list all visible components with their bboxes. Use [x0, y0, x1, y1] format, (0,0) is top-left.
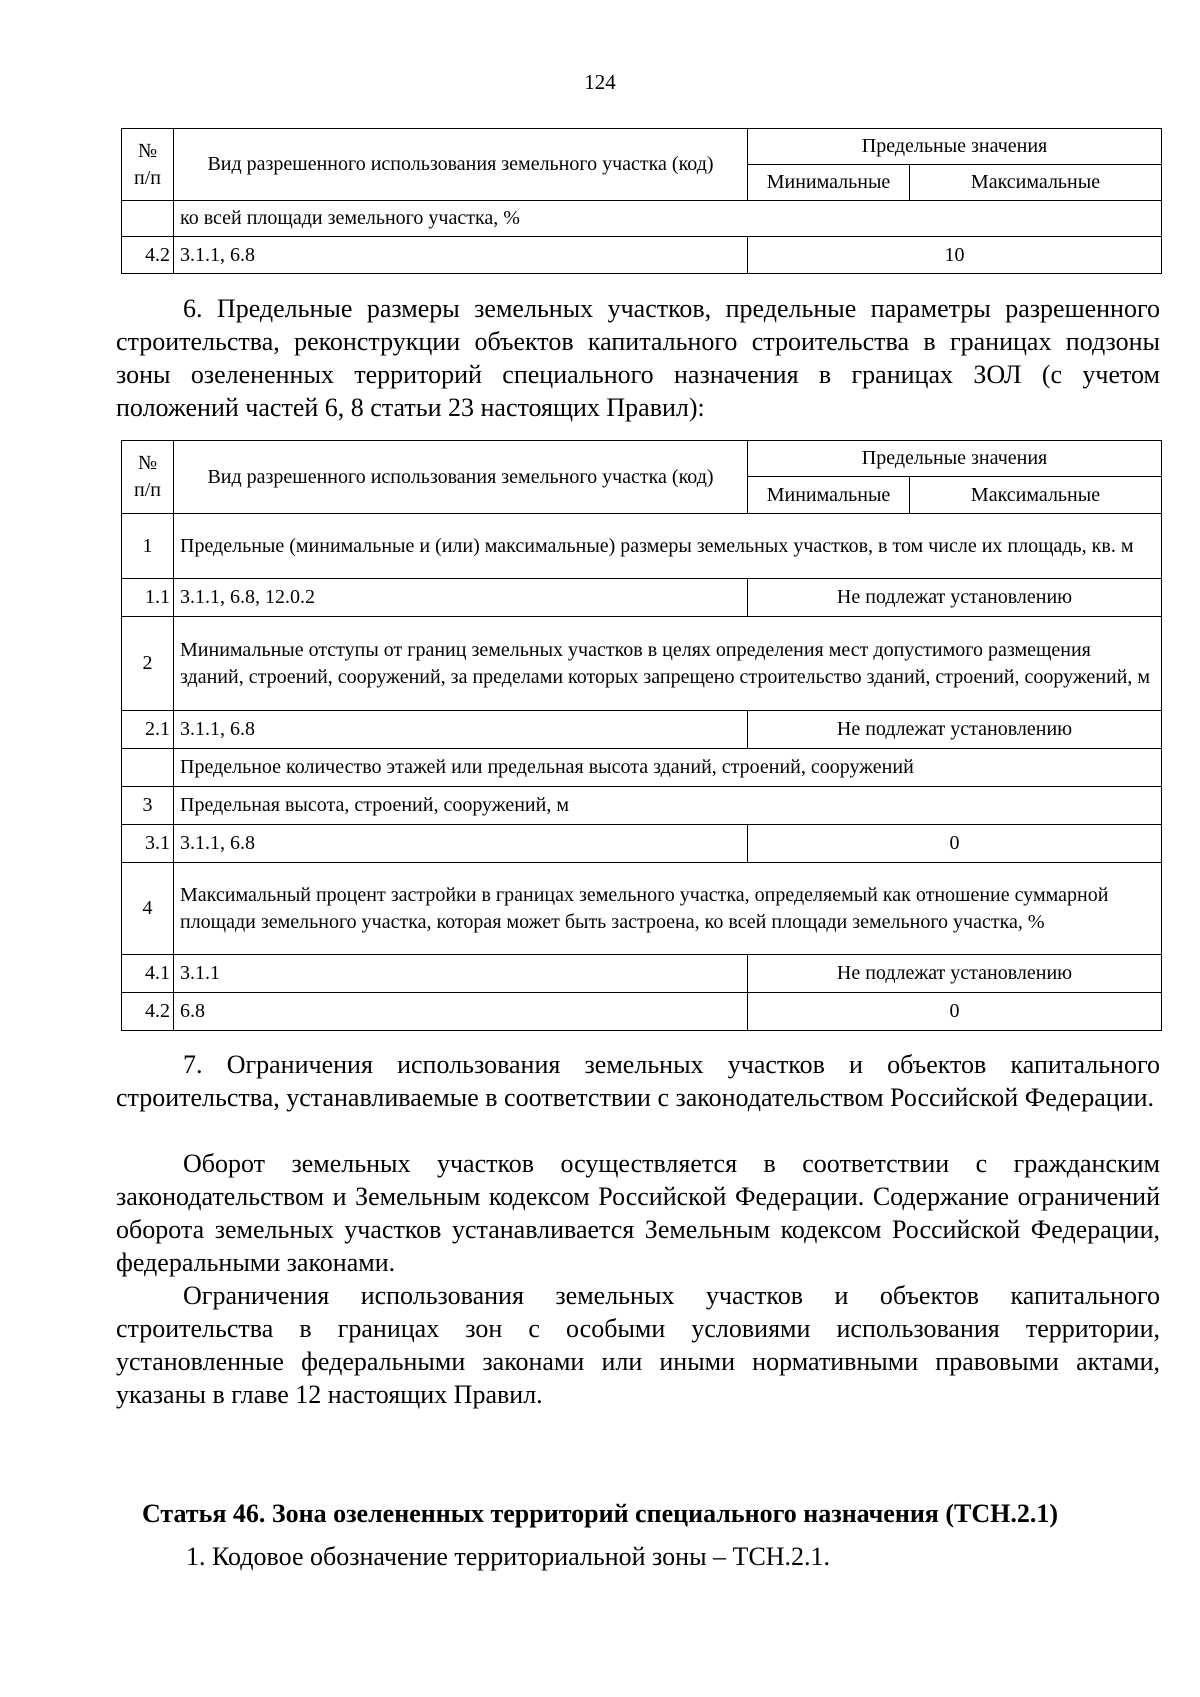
row-num: 4.2: [122, 993, 174, 1031]
header-max: Максимальные: [910, 477, 1162, 514]
row-value: 10: [748, 237, 1162, 274]
row-value: Не подлежат установлению: [748, 579, 1162, 617]
limits-table-continued: [121, 128, 1162, 274]
row-text: 3.1.1, 6.8: [174, 825, 748, 863]
row-value: Не подлежат установлению: [748, 955, 1162, 993]
article-title: Статья 46. Зона озелененных территорий специального назначения (ТСН.2.1): [141, 1499, 1059, 1528]
section-6-text: 6. Предельные размеры земельных участков, предельные параметры разрешенного строительства, реконструкции объектов капитального строительства в границах подзоны зоны озелененных территорий специального назначения в границах ЗОЛ (с учетом положений частей 6, 8 статьи 23 настоящих Правил):: [116, 294, 1160, 422]
page-number: 124: [584, 70, 616, 94]
section-7-heading: 7. Ограничения использования земельных участков и объектов капитального строительства, устанавливаемые в соответствии с законодательством Российской Федерации.: [116, 1050, 1160, 1112]
row-text: Предельные (минимальные и (или) максимальные) размеры земельных участков, в том числе их площадь, кв. м: [174, 514, 1162, 579]
table-row: [122, 863, 1162, 955]
table-row: [122, 237, 1162, 274]
table-row: [122, 825, 1162, 863]
row-text: 6.8: [174, 993, 748, 1031]
row-num: 4: [122, 863, 174, 955]
row-text: Максимальный процент застройки в границах земельного участка, определяемый как отношение суммарной площади земельного участка, которая может быть застроена, ко всей площади земельного участка, %: [174, 863, 1162, 955]
table-row: [122, 787, 1162, 825]
header-kind: Вид разрешенного использования земельного участка (код): [174, 441, 748, 514]
table-row: [122, 711, 1162, 749]
row-num: 4.2: [122, 237, 174, 274]
header-limits: Предельные значения: [748, 441, 1162, 477]
section-7-paragraph-3: Ограничения использования земельных участков и объектов капитального строительства в границах зон с особыми условиями использования территории, установленные федеральными законами или иными нормативными правовыми актами, указаны в главе 12 настоящих Правил.: [116, 1281, 1160, 1409]
row-text: Предельная высота, строений, сооружений, м: [174, 787, 1162, 825]
row-value: 0: [748, 825, 1162, 863]
row-text: Минимальные отступы от границ земельных участков в целях определения мест допустимого размещения зданий, строений, сооружений, за пределами которых запрещено строительство зданий, строений, сооружений, м: [174, 617, 1162, 711]
table-row: [122, 514, 1162, 579]
header-max: Максимальные: [910, 165, 1162, 201]
row-num: 2.1: [122, 711, 174, 749]
limits-table: [121, 440, 1162, 1031]
row-num: 3.1: [122, 825, 174, 863]
row-text: 3.1.1, 6.8: [174, 711, 748, 749]
row-text: 3.1.1, 6.8, 12.0.2: [174, 579, 748, 617]
row-num: [122, 201, 174, 237]
row-num: 1.1: [122, 579, 174, 617]
header-num: № п/п: [122, 441, 174, 514]
table-row: [122, 579, 1162, 617]
header-limits: Предельные значения: [748, 129, 1162, 165]
header-kind: Вид разрешенного использования земельного участка (код): [174, 129, 748, 201]
table-row: [122, 955, 1162, 993]
row-text: 3.1.1, 6.8: [174, 237, 748, 274]
table-row: [122, 749, 1162, 787]
header-min: Минимальные: [748, 477, 910, 514]
table-row: [122, 617, 1162, 711]
row-num: 1: [122, 514, 174, 579]
row-value: Не подлежат установлению: [748, 711, 1162, 749]
article-item-1: 1. Кодовое обозначение территориальной зоны – ТСН.2.1.: [186, 1542, 831, 1571]
row-num: 2: [122, 617, 174, 711]
table-row: [122, 201, 1162, 237]
row-num: 3: [122, 787, 174, 825]
row-text: ко всей площади земельного участка, %: [174, 201, 1162, 237]
header-num: № п/п: [122, 129, 174, 201]
header-min: Минимальные: [748, 165, 910, 201]
row-text: Предельное количество этажей или предельная высота зданий, строений, сооружений: [174, 749, 1162, 787]
row-num: 4.1: [122, 955, 174, 993]
section-7-paragraph-2: Оборот земельных участков осуществляется в соответствии с гражданским законодательством и Земельным кодексом Российской Федерации. Содержание ограничений оборота земельных участков устанавливается Земельным кодексом Российской Федерации, федеральными законами.: [116, 1149, 1160, 1277]
row-value: 0: [748, 993, 1162, 1031]
row-num: [122, 749, 174, 787]
row-text: 3.1.1: [174, 955, 748, 993]
table-row: [122, 993, 1162, 1031]
